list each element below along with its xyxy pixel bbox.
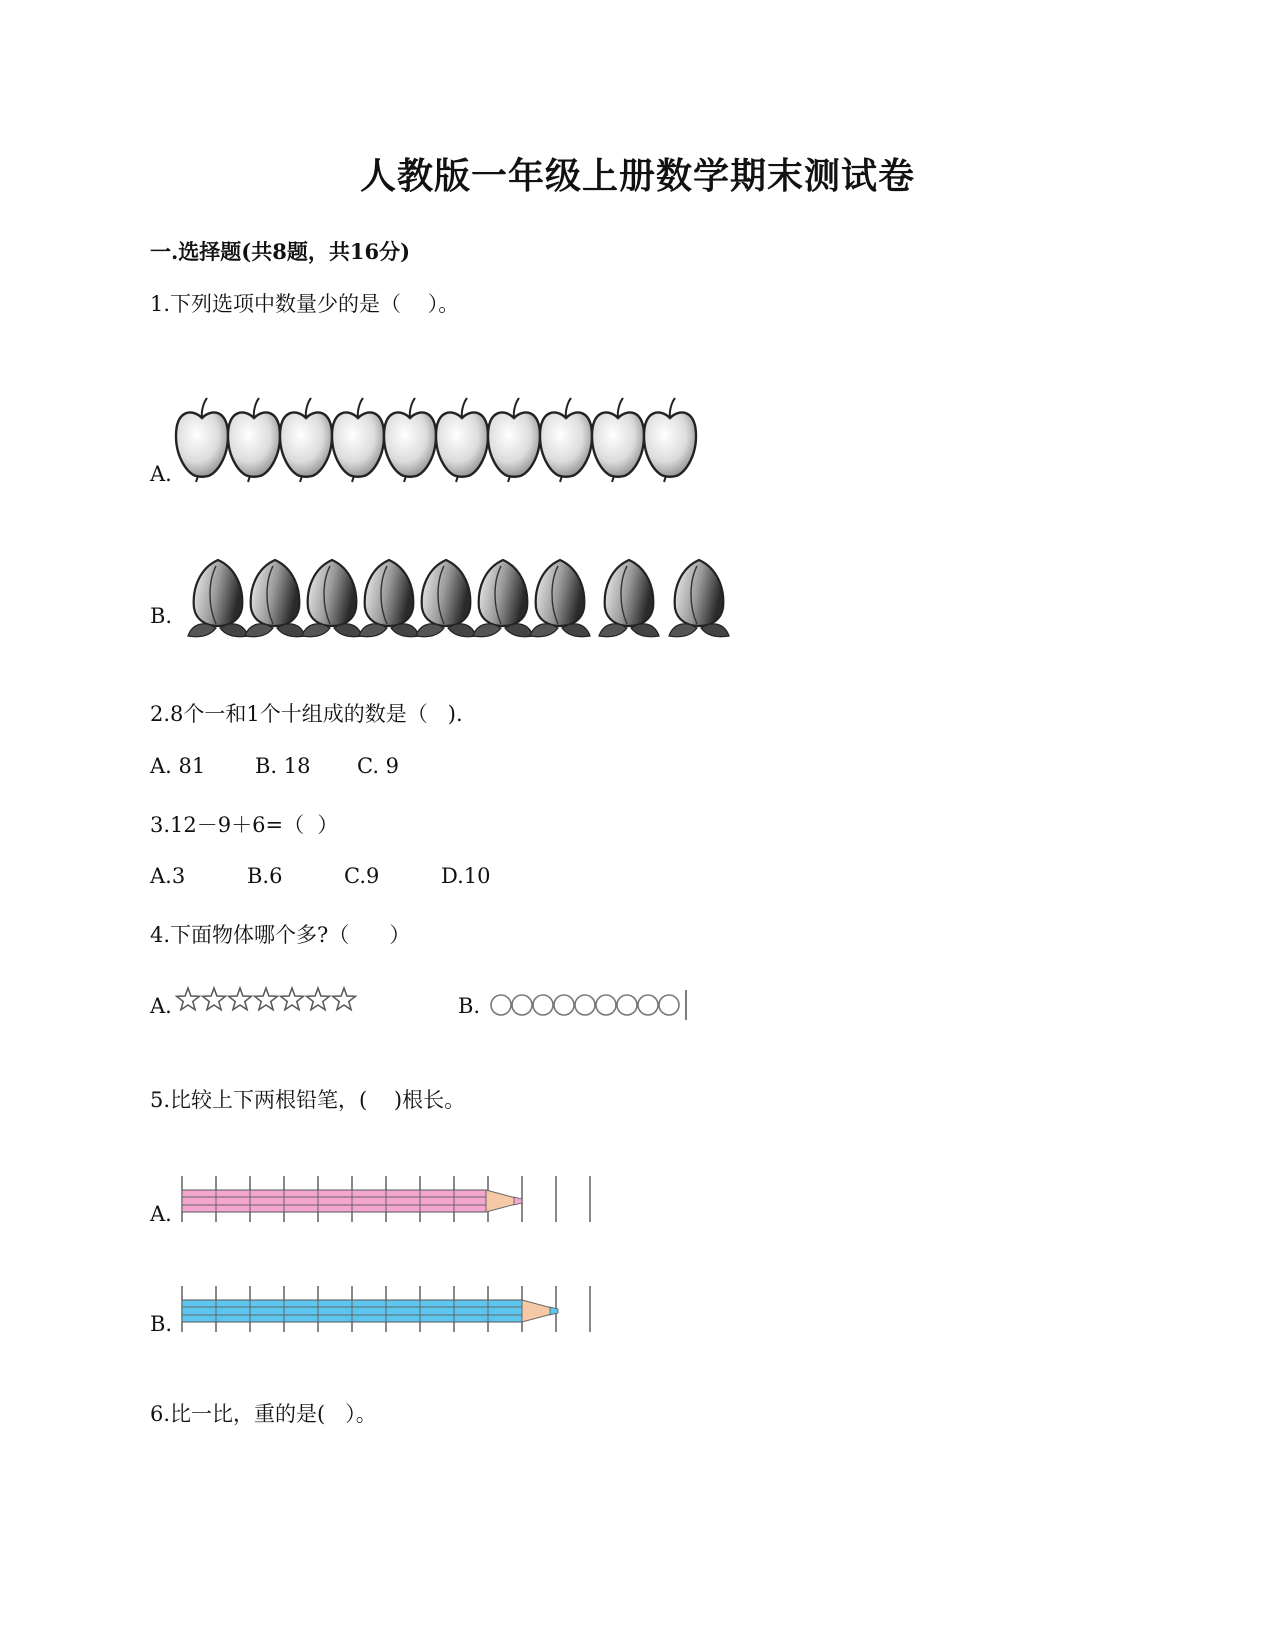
q4-option-b-label: B. [458, 994, 481, 1018]
circle-icon [512, 995, 532, 1015]
peach-icon [473, 560, 533, 637]
q3-option-a: A.3 [150, 864, 186, 888]
star-icon [307, 988, 330, 1010]
peach-icon [416, 560, 476, 637]
circle-icon [596, 995, 616, 1015]
apple-icon [436, 398, 488, 482]
circle-icon [491, 995, 511, 1015]
circle-icon [554, 995, 574, 1015]
pink-pencil-picture [182, 1176, 622, 1226]
q5-option-b-label: B. [150, 1312, 173, 1336]
peach-icon [359, 560, 419, 637]
peaches-picture [190, 558, 750, 640]
peach-icon [530, 560, 590, 637]
stars-picture [176, 985, 376, 1021]
circle-icon [638, 995, 658, 1015]
apple-icon [540, 398, 592, 482]
star-icon [333, 988, 356, 1010]
blue-pencil-picture [182, 1286, 622, 1336]
page-title: 人教版一年级上册数学期末测试卷 [359, 155, 915, 197]
section-heading: 一.选择题(共8题，共16分) [150, 239, 411, 264]
star-icon [255, 988, 278, 1010]
q3-option-c: C.9 [344, 864, 380, 888]
apple-icon [280, 398, 332, 482]
question-5: 5.比较上下两根铅笔，( )根长。 [150, 1088, 466, 1112]
q2-option-b: B. 18 [255, 754, 311, 778]
apples-picture [176, 396, 706, 488]
peach-icon [188, 560, 248, 637]
question-1: 1.下列选项中数量少的是（ ）。 [150, 292, 460, 316]
question-4: 4.下面物体哪个多?（ ） [150, 923, 411, 947]
pencil-icon [182, 1190, 522, 1212]
q2-option-c: C. 9 [357, 754, 400, 778]
q3-option-b: B.6 [247, 864, 283, 888]
apple-icon [644, 398, 696, 482]
question-6: 6.比一比，重的是( ）。 [150, 1402, 377, 1426]
q5-option-a-label: A. [150, 1202, 172, 1226]
q1-option-b-label: B. [150, 604, 173, 628]
peach-icon [245, 560, 305, 637]
peach-icon [669, 560, 729, 637]
circles-picture [490, 990, 700, 1024]
star-icon [229, 988, 252, 1010]
apple-icon [384, 398, 436, 482]
apple-icon [488, 398, 540, 482]
apple-icon [176, 398, 228, 482]
q1-option-a-label: A. [150, 462, 172, 486]
q2-option-a: A. 81 [150, 754, 206, 778]
star-icon [281, 988, 304, 1010]
circle-icon [533, 995, 553, 1015]
circle-icon [659, 995, 679, 1015]
star-icon [203, 988, 226, 1010]
peach-icon [599, 560, 659, 637]
peach-icon [302, 560, 362, 637]
question-2: 2.8个一和1个十组成的数是（ ). [150, 702, 463, 726]
pencil-icon [182, 1300, 558, 1322]
star-icon [177, 988, 200, 1010]
q4-option-a-label: A. [150, 994, 172, 1018]
question-3: 3.12－9＋6=（ ） [150, 813, 339, 837]
apple-icon [592, 398, 644, 482]
apple-icon [332, 398, 384, 482]
circle-icon [617, 995, 637, 1015]
circle-icon [575, 995, 595, 1015]
q3-option-d: D.10 [441, 864, 491, 888]
apple-icon [228, 398, 280, 482]
